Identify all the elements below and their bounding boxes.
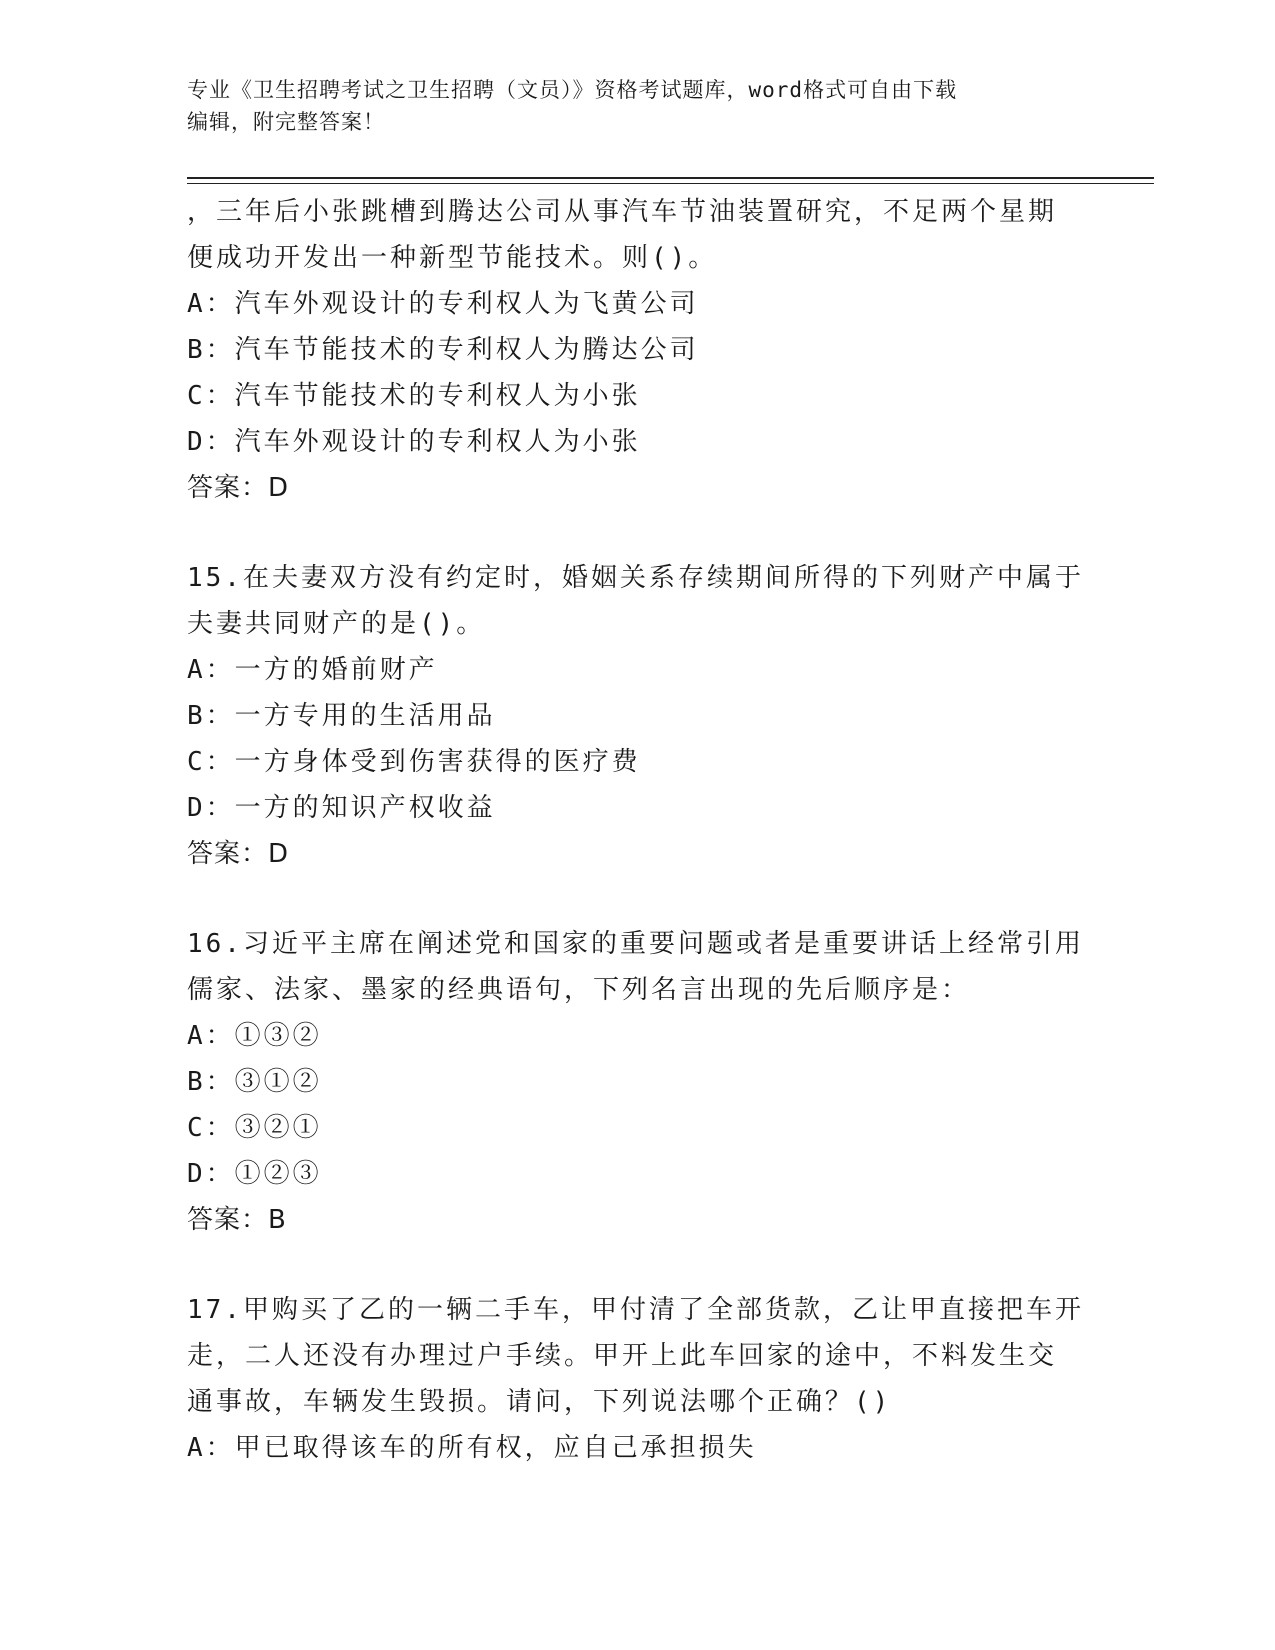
option-a: A：汽车外观设计的专利权人为飞黄公司: [187, 289, 699, 319]
question-stem: 16.习近平主席在阐述党和国家的重要问题或者是重要讲话上经常引用: [187, 929, 1084, 959]
option-b: B：③①②: [187, 1067, 322, 1097]
question-16: [187, 921, 1087, 1243]
question-stem: 15.在夫妻双方没有约定时，婚姻关系存续期间所得的下列财产中属于: [187, 563, 1084, 593]
question-17: [187, 1287, 1087, 1471]
question-stem: 便成功开发出一种新型节能技术。则()。: [187, 243, 718, 273]
option-a: A：①③②: [187, 1021, 322, 1051]
question-stem: 儒家、法家、墨家的经典语句，下列名言出现的先后顺序是：: [187, 975, 971, 1005]
header-divider-thick: [187, 177, 1154, 179]
header-divider-thin: [187, 183, 1154, 184]
question-15: [187, 555, 1087, 877]
spacer: [187, 877, 1087, 921]
spacer: [187, 511, 1087, 555]
document-header: [187, 74, 1067, 138]
question-stem: 走，二人还没有办理过户手续。甲开上此车回家的途中，不料发生交: [187, 1341, 1058, 1371]
header-line-1: 专业《卫生招聘考试之卫生招聘（文员）》资格考试题库，word格式可自由下载: [187, 78, 958, 102]
answer-line: 答案：D: [187, 839, 290, 869]
answer-line: 答案：B: [187, 1205, 287, 1235]
option-c: C：③②①: [187, 1113, 322, 1143]
question-list: [187, 189, 1087, 1471]
header-line-2: 编辑，附完整答案！: [187, 110, 385, 134]
option-b: B：一方专用的生活用品: [187, 701, 496, 731]
question-stem: ，三年后小张跳槽到腾达公司从事汽车节油装置研究，不足两个星期: [187, 197, 1058, 227]
option-d: D：①②③: [187, 1159, 322, 1189]
spacer: [187, 1243, 1087, 1287]
answer-line: 答案：D: [187, 473, 290, 503]
question-14: [187, 189, 1087, 511]
option-d: D：一方的知识产权收益: [187, 793, 496, 823]
question-stem: 通事故，车辆发生毁损。请问，下列说法哪个正确？(): [187, 1387, 892, 1417]
option-a: A：甲已取得该车的所有权，应自己承担损失: [187, 1433, 757, 1463]
option-d: D：汽车外观设计的专利权人为小张: [187, 427, 641, 457]
option-b: B：汽车节能技术的专利权人为腾达公司: [187, 335, 699, 365]
question-stem: 夫妻共同财产的是()。: [187, 609, 486, 639]
option-c: C：汽车节能技术的专利权人为小张: [187, 381, 641, 411]
option-a: A：一方的婚前财产: [187, 655, 438, 685]
question-stem: 17.甲购买了乙的一辆二手车，甲付清了全部货款，乙让甲直接把车开: [187, 1295, 1084, 1325]
option-c: C：一方身体受到伤害获得的医疗费: [187, 747, 641, 777]
